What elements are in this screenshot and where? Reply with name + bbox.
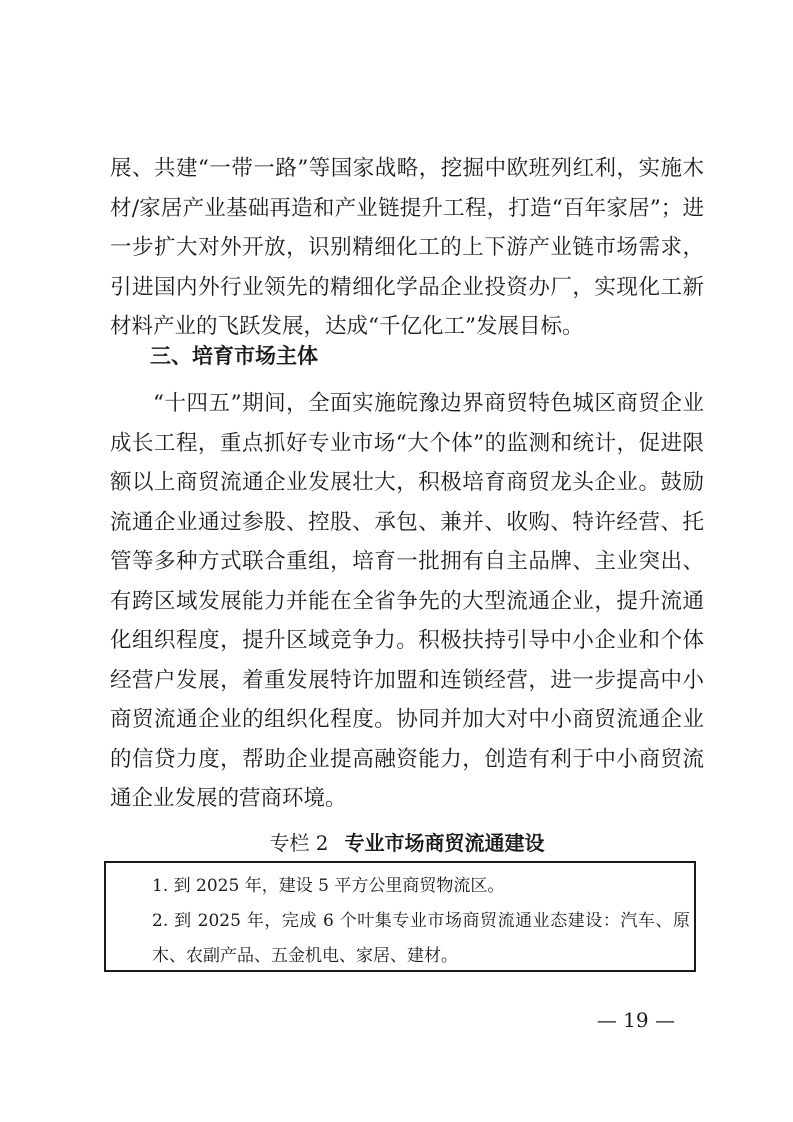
paragraph-continuation: 展、共建“一带一路”等国家战略，挖掘中欧班列红利，实施木材/家居产业基础再造和产业链提升工程，打造“百年家居”；进一步扩大对外开放，识别精细化工的上下游产业链市场需求，引进国内外行业领先的精细化学品企业投资办厂，实现化工新材料产业的飞跃发展，达成“千亿化工”发展目标。 — [110, 156, 704, 339]
box-heading: 专业市场商贸流通建设 — [344, 831, 545, 855]
box-title — [110, 828, 704, 858]
box-label: 专栏 2 — [269, 831, 329, 855]
info-box — [104, 861, 696, 972]
section-heading: 三、培育市场主体 — [150, 344, 318, 368]
box-item-2: 2. 到 2025 年，完成 6 个叶集专业市场商贸流通业态建设：汽车、原木、农副产品、五金机电、家居、建材。 — [152, 911, 690, 966]
box-item-1: 1. 到 2025 年，建设 5 平方公里商贸物流区。 — [152, 876, 505, 896]
page-number: — 19 — — [596, 1008, 675, 1032]
paragraph-market-entities: “十四五”期间，全面实施皖豫边界商贸特色城区商贸企业成长工程，重点抓好专业市场“大个体”的监测和统计，促进限额以上商贸流通企业发展壮大，积极培育商贸龙头企业。鼓励流通企业通过参股、控股、承包、兼并、收购、特许经营、托管等多种方式联合重组，培育一批拥有自主品牌、主业突出、有跨区域发展能力并能在全省争先的大型流通企业，提升流通化组织程度，提升区域竞争力。积极扶持引导中小企业和个体经营户发展，着重发展特许加盟和连锁经营，进一步提高中小商贸流通企业的组织化程度。协同并加大对中小商贸流通企业的信贷力度，帮助企业提高融资能力，创造有利于中小商贸流通企业发展的营商环境。 — [110, 391, 704, 811]
